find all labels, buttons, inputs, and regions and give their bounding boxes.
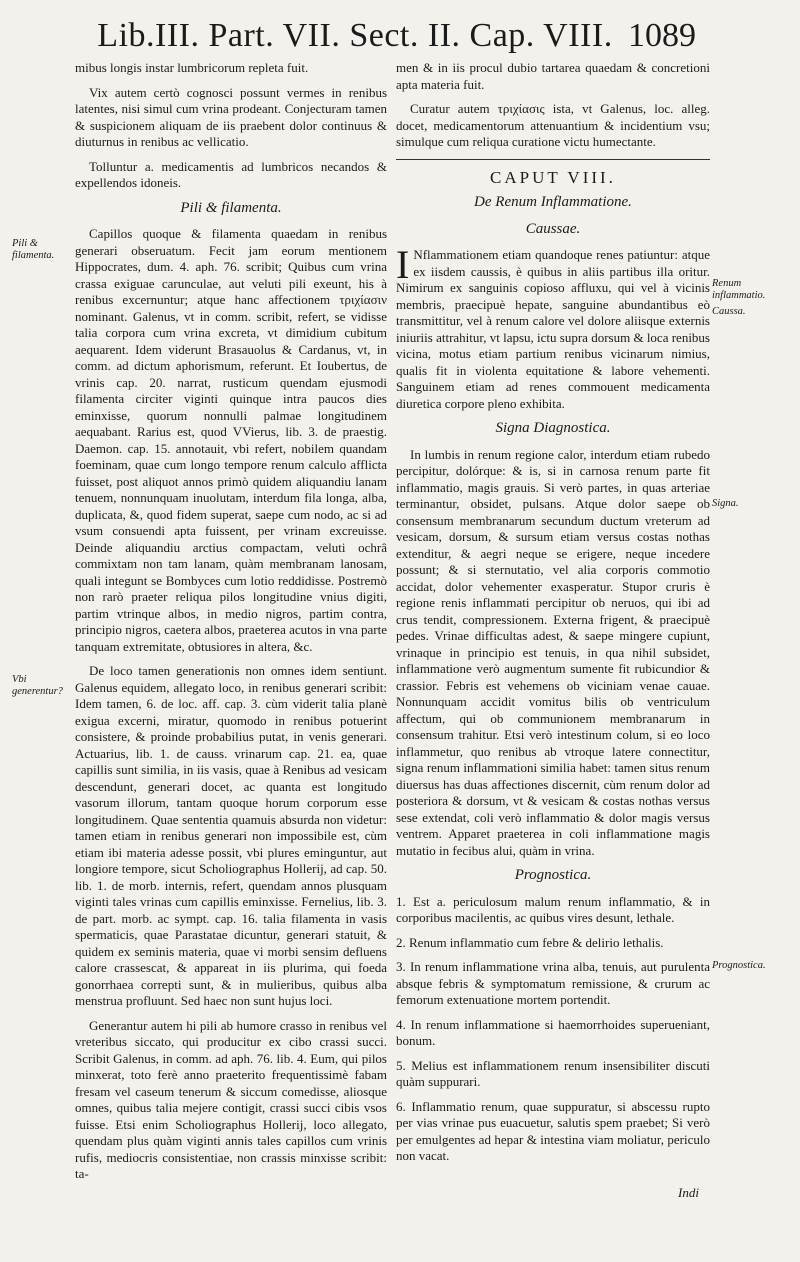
paragraph: Capillos quoque & filamenta quaedam in renibus generari obseruatum. Fecit jam eorum mentionem Hippocrates, dum. 4. aph. 76. scribit; Quibus cum vrina crassa exiguae carunculae, aut veluti pili exeunt, his à renibus excernuntur; atque hanc affectionem τριχίασιν nominant. Galenus, vt in comm. scribit, refert, se vidisse talia corpora cum vrina excreta, vt dimidium cubitum aequarent. Idem viderunt Brasauolus & Cardanus, vt, in comm. ad dictum aphorismum, referunt. Et Ioubertus, de vrinis cap. 20. narrat, rusticum quendam ejusmodi filamenta circiter viginti quinque intra paucos dies eminxisse, quorum nonnulli palmae longitudinem aequabant. Rarius est, quod VVierus, lib. 3. de praestig. Daemon. cap. 15. annotauit, vbi refert, nobilem quandam foeminam, quae cum longo tempore renum calculo afflicta fuisset, post aliquot annos primò quidem aliquandiu lanam tenuem, nonnunquam inuolutam, interdum fila longa, alba, duplicata, &, quod fidem superat, saepe cum nodo, ac si ad vsum consuendi apta fuissent, per vrinam excreuisse. Deinde aliquandiu arctius compactam, veluti ochrâ commixtam non tam lanam, quàm membranam lanosam, quali integunt se Bombyces cum lotio reddidisse. Postremò non rarò praeter reliqua pilos longitudine vnius digiti, partim vtrinque albos, in medio nigros, partim contra, principio nigros, caetera albos, praeterea acutos in vna parte tanquam extremitate, obtusiores in altera, &c. — [75, 226, 387, 654]
paragraph: Curatur autem τριχίασις ista, vt Galenus, loc. alleg. docet, medicamentorum attenuantium & incidentium vsu; simulque cum reliqua curatione victu humectante. — [396, 101, 710, 149]
paragraph: men & in iis procul dubio tartarea quaedam & concretioni apta materia fuit. — [396, 60, 710, 92]
paragraph: mibus longis instar lumbricorum repleta fuit. — [75, 60, 309, 75]
paragraph-text: Nflammationem etiam quandoque renes patiuntur: atque ex iisdem caussis, è quibus in aliis partibus illa oritur. Nimirum ex sanguinis copioso affluxu, qui vel à vicinis membris, praecipuè hepate, sanguine abundantibus eò transmittitur, vel à renum calore vel dolore aliisque externis iniuriis attrahitur, vt lapsu, ictu supra dorsum & loca renibus vicina, motus etiam partium renibus vicinarum nimius, qualis fit in violenta equitatione & labore vehementi. Sanguinem etiam ad renes commouent medicamenta diuretica corpore pleno exhibita. — [396, 247, 710, 411]
marginal-note: Pili & filamenta. — [12, 238, 55, 261]
section-heading: Signa Diagnostica. — [495, 420, 611, 436]
drop-cap: I — [396, 242, 410, 287]
left-column — [75, 60, 387, 1191]
running-header — [0, 10, 800, 54]
section-heading: Prognostica. — [514, 867, 592, 883]
prognosis-list — [396, 894, 710, 1165]
running-title: Lib.III. Part. VII. Sect. II. Cap. VIII. — [97, 17, 613, 54]
chapter-title: CAPUT VIII. — [490, 167, 616, 187]
marginal-note: Vbi generentur? — [12, 674, 63, 697]
paragraph: Vix autem certò cognosci possunt vermes in renibus latentes, nisi simul cum vrina prodeant. Conjecturam tamen & suspicionem aliquam de iis praebent dolor continuus & diuturnus in renibus ac vellicatio. — [75, 84, 387, 149]
section-heading: Caussae. — [525, 220, 581, 237]
paragraph: Tolluntur a. medicamentis ad lumbricos necandos & expellendos idoneis. — [75, 158, 387, 190]
list-item: 1. Est a. periculosum malum renum inflammatio, & in corporibus macilentis, ac quibus vires desunt, lethale. — [396, 893, 710, 925]
list-item: 4. In renum inflammatione si haemorrhoides superueniant, bonum. — [396, 1016, 710, 1048]
paragraph: De loco tamen generationis non omnes idem sentiunt. Galenus equidem, allegato loco, in renibus generari scribit: Idem tamen, 6. de loc. aff. cap. 3. cùm viderit talia planè exigua excerni, miratur, quomodo in renibus potuerint consistere, & proinde probabilius putat, in venis generari. Actuarius, lib. 1. de causs. vrinarum cap. 21. ea, quae capillis sunt similia, in iis vasis, quae à Renibus ad vesicam descendunt, generari docet, ac quanta est longitudo vasorum illorum, tantam quoque horum corporum esse longitudinem. Quae sententia quamuis absurda non videtur: tamen etiam in renibus generari non impossibile est, cùm etiam ibi materia adesse possit, vbi plures eminguntur, aut longiore tempore, sicut Scholiographus Hollerij, ad cap. 50. lib. 1. de morb. internis, refert, quendam annos plusquam viginti tales vrinas cum capillis eminxisse. Fernelius, lib. 3. de part. morb. ac sympt. cap. 16. talia filamenta in vasis spermaticis, quae Parastatae dicuntur, generari statuit, & quidem ex seminis materia, quae vi morbi sensim defluens calore crassescat, & appareat in iis plurima, qui foeda gonorrhaea correpti sunt, & in mulieribus, quibus alba menstrua profluunt. Sed haec non sunt hujus loci. — [75, 663, 387, 1008]
divider — [396, 159, 710, 160]
list-item: 6. Inflammatio renum, quae suppuratur, si abscessu rupto per vias vrinae pus euacuetur, salutis spem praebet; Si verò per emulgentes ad hepar & intestina viam moliatur, periculo non vacat. — [396, 1098, 710, 1163]
catchword: Indi — [678, 1185, 699, 1200]
marginal-note: Renum inflammatio. — [712, 278, 766, 301]
marginal-note: Caussa. — [712, 306, 746, 317]
paragraph — [396, 242, 710, 412]
paragraph: In lumbis in renum regione calor, interdum etiam rubedo percipitur, dolórque: & is, si in carnosa renum parte fit inflammatio, magis grauis. Si verò partes, in quas arteriae terminantur, obsidet, pulsans. Atque dolor saepe ob consensum membranarum secundum ductum vreterum ad vesicam, dorsum, & sursum etiam versus costas nothas extenditur, & aegri neque se erigere, neque incedere possunt; & si sternutatio, vel alia corporis commotio accidat, dolor vehementer exasperatur. Stupor cruris è regione renis inflammati percipitur ob neruos, qui ibi ad crus tendit, compressionem. Externa frigent, & praecipuè pedes. Vrinae difficultas adest, & saepe mingere cupiunt, vrinaque in principio est tenuis, in qua nihil subsidet, inflammatione verò augmentum sumente fit rubicundior & crassior. Febris est vehemens ob viciniam venae cauae. Nonnunquam accidit vomitus bilis ob ventriculum affectum, qui ob communionem membranarum in consensum trahitur. Etsi verò intestinum colum, si eo loco inflammetur, quo renibus ab vtroque latere connectitur, signa renum inflammationi similia habet: tamen situs renum diuersus has duas affectiones discernit, cùm renum dolor ad posteriora & dorsum, vt & vesicam & costas nothas versus sese extendat, coli verò inflammatio & dolor magis versus ventrem. Apparet praeterea in coli inflammatione magis mutatio in fecibus alui, quàm in vrina. — [396, 446, 710, 858]
marginal-note: Prognostica. — [712, 960, 766, 971]
paragraph: Generantur autem hi pili ab humore crasso in renibus vel vreteribus siccato, qui producitur ex cibo crassi succi. Scribit Galenus, in comm. ad aph. 76. lib. 4. Eum, qui pilos minxerat, toto ferè anno praeterito frequentissimè fabam fresam vel caseum tenerum & siccum comedisse, aliosque omnes, quibus talia mejere contigit, crassi succi cibis vsos fuisse. Etsi enim Scholiographus Hollerij, loco allegato, quendam plus quàm viginti annis tales capillos cum vrinis rufis, mediocris consistentiae, non crassis minxisse scribit: ta- — [75, 1017, 387, 1181]
list-item: 2. Renum inflammatio cum febre & delirio lethalis. — [396, 934, 664, 950]
right-column — [396, 60, 710, 1173]
marginal-note: Signa. — [712, 498, 739, 509]
chapter-subtitle: De Renum Inflammatione. — [474, 194, 632, 210]
list-item: 5. Melius est inflammationem renum insensibiliter discuti quàm suppurari. — [396, 1057, 710, 1089]
section-heading: Pili & filamenta. — [180, 199, 282, 216]
list-item: 3. In renum inflammatione vrina alba, tenuis, aut purulenta absque febris & symptomatum remissione, & crurum ac femorum extenuatione mortem portendit. — [396, 959, 710, 1007]
page-number: 1089 — [628, 17, 696, 54]
